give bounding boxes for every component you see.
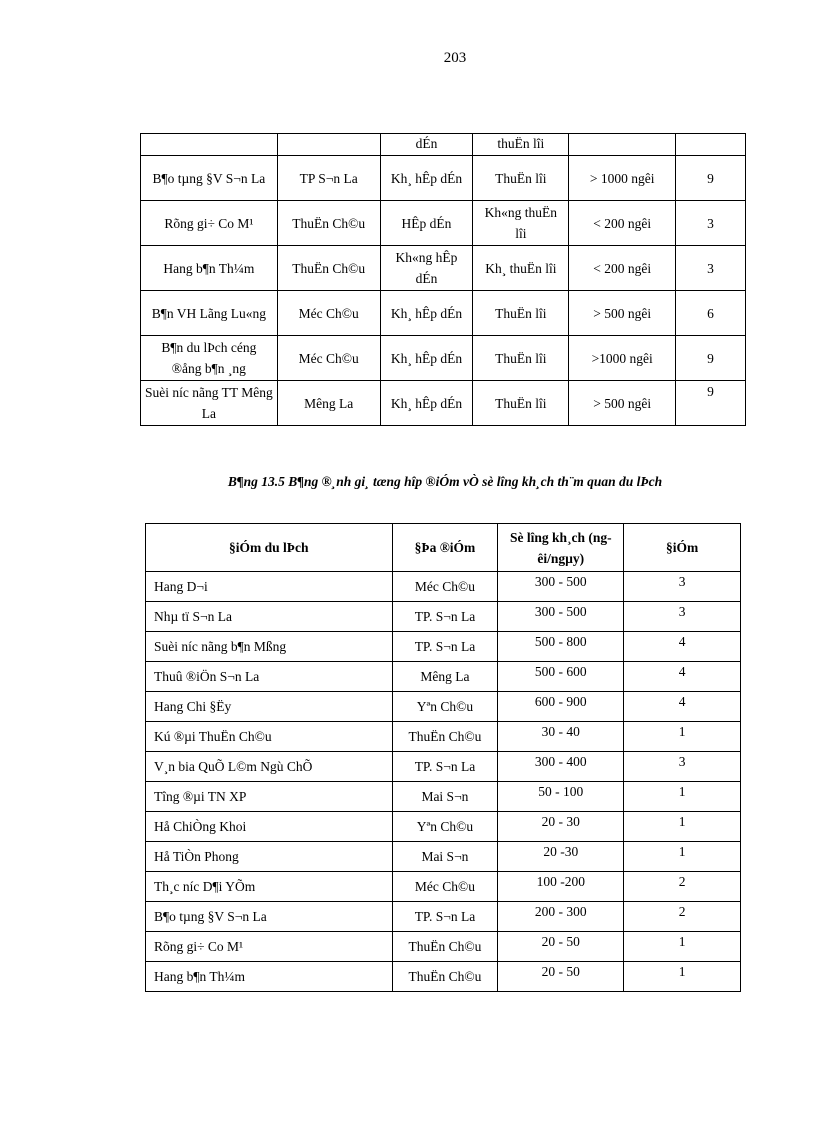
- location-cell: Méc Ch©u: [392, 872, 498, 902]
- visitors-cell: [569, 134, 676, 156]
- score-cell: 4: [624, 692, 741, 722]
- score-cell: 9: [676, 336, 746, 381]
- score-cell: 3: [624, 602, 741, 632]
- visitors-cell: 300 - 400: [498, 752, 624, 782]
- site-cell: Hang D¬i: [146, 572, 393, 602]
- location-cell: Yªn Ch©u: [392, 692, 498, 722]
- site-cell: Thuû ®iÖn S¬n La: [146, 662, 393, 692]
- access-cell: ThuËn lîi: [473, 381, 569, 426]
- score-cell: 1: [624, 842, 741, 872]
- site-cell: Hang b¶n Th¼m: [146, 962, 393, 992]
- visitors-cell: 20 - 50: [498, 962, 624, 992]
- site-cell: Suèi níc nãng b¶n Mßng: [146, 632, 393, 662]
- location-cell: Mêng La: [277, 381, 380, 426]
- site-cell: Hå ChiÒng Khoi: [146, 812, 393, 842]
- header-site: §iÓm du lÞch: [146, 524, 393, 572]
- visitors-cell: 20 - 50: [498, 932, 624, 962]
- location-cell: TP S¬n La: [277, 156, 380, 201]
- table-row: [141, 381, 746, 426]
- attraction-cell: Kh¸ hÊp dÉn: [380, 156, 473, 201]
- score-cell: 3: [676, 201, 746, 246]
- location-cell: ThuËn Ch©u: [392, 722, 498, 752]
- score-cell: 6: [676, 291, 746, 336]
- score-cell: 4: [624, 632, 741, 662]
- visitors-cell: >1000 ngêi: [569, 336, 676, 381]
- table-row: [141, 201, 746, 246]
- table-row: [146, 572, 741, 602]
- site-cell: Kú ®µi ThuËn Ch©u: [146, 722, 393, 752]
- table-row: [146, 902, 741, 932]
- location-cell: TP. S¬n La: [392, 632, 498, 662]
- visitors-cell: > 500 ngêi: [569, 291, 676, 336]
- visitors-cell: > 1000 ngêi: [569, 156, 676, 201]
- score-cell: 1: [624, 722, 741, 752]
- visitors-cell: 20 -30: [498, 842, 624, 872]
- table-row: [141, 134, 746, 156]
- table-row: [146, 782, 741, 812]
- page-number: 203: [443, 50, 467, 66]
- table-row: [146, 872, 741, 902]
- table-row: [146, 662, 741, 692]
- visitors-cell: 50 - 100: [498, 782, 624, 812]
- table-row: [146, 602, 741, 632]
- score-cell: 9: [676, 381, 746, 426]
- attraction-cell: Kh¸ hÊp dÉn: [380, 336, 473, 381]
- location-cell: Mai S¬n: [392, 842, 498, 872]
- attraction-cell: Kh¸ hÊp dÉn: [380, 381, 473, 426]
- header-score: §iÓm: [624, 524, 741, 572]
- table-site-evaluation-continued: [140, 133, 746, 426]
- table-header-row: [146, 524, 741, 572]
- site-cell: Hang b¶n Th¼m: [141, 246, 278, 291]
- attraction-cell: Kh«ng hÊp dÉn: [380, 246, 473, 291]
- location-cell: TP. S¬n La: [392, 752, 498, 782]
- attraction-cell: Kh¸ hÊp dÉn: [380, 291, 473, 336]
- score-cell: 1: [624, 782, 741, 812]
- score-cell: 2: [624, 872, 741, 902]
- score-cell: 3: [624, 752, 741, 782]
- location-cell: Méc Ch©u: [277, 336, 380, 381]
- header-visitors: Sè lîng kh¸ch (ngêi/ngµy): [498, 524, 624, 572]
- visitors-cell: 500 - 600: [498, 662, 624, 692]
- attraction-cell: HÊp dÉn: [380, 201, 473, 246]
- site-cell: Suèi níc nãng TT Mêng La: [141, 381, 278, 426]
- location-cell: ThuËn Ch©u: [392, 962, 498, 992]
- site-cell: Hang Chi §Ëy: [146, 692, 393, 722]
- location-cell: Méc Ch©u: [392, 572, 498, 602]
- visitors-cell: 300 - 500: [498, 572, 624, 602]
- table-row: [146, 632, 741, 662]
- location-cell: Mai S¬n: [392, 782, 498, 812]
- site-cell: Rõng gi÷ Co M¹: [146, 932, 393, 962]
- visitors-cell: < 200 ngêi: [569, 201, 676, 246]
- site-cell: B¶o tµng §V S¬n La: [146, 902, 393, 932]
- table-row: [146, 812, 741, 842]
- table-row: [141, 291, 746, 336]
- attraction-cell: dÉn: [380, 134, 473, 156]
- table-row: [146, 692, 741, 722]
- table-row: [146, 842, 741, 872]
- access-cell: Kh«ng thuËn lîi: [473, 201, 569, 246]
- location-cell: TP. S¬n La: [392, 602, 498, 632]
- site-cell: Tîng ®µi TN XP: [146, 782, 393, 812]
- score-cell: 2: [624, 902, 741, 932]
- site-cell: V¸n bia QuÕ L©m Ngù ChÕ: [146, 752, 393, 782]
- location-cell: ThuËn Ch©u: [277, 246, 380, 291]
- score-cell: 1: [624, 812, 741, 842]
- table-row: [146, 752, 741, 782]
- site-cell: B¶o tµng §V S¬n La: [141, 156, 278, 201]
- visitors-cell: 500 - 800: [498, 632, 624, 662]
- visitors-cell: 100 -200: [498, 872, 624, 902]
- access-cell: ThuËn lîi: [473, 291, 569, 336]
- location-cell: Yªn Ch©u: [392, 812, 498, 842]
- site-cell: Hå TiÒn Phong: [146, 842, 393, 872]
- access-cell: Kh¸ thuËn lîi: [473, 246, 569, 291]
- table-row: [141, 156, 746, 201]
- location-cell: Méc Ch©u: [277, 291, 380, 336]
- location-cell: TP. S¬n La: [392, 902, 498, 932]
- visitors-cell: 600 - 900: [498, 692, 624, 722]
- access-cell: thuËn lîi: [473, 134, 569, 156]
- site-cell: Nhµ tï S¬n La: [146, 602, 393, 632]
- access-cell: ThuËn lîi: [473, 156, 569, 201]
- header-location: §Þa ®iÓm: [392, 524, 498, 572]
- score-cell: 3: [676, 246, 746, 291]
- visitors-cell: 20 - 30: [498, 812, 624, 842]
- score-cell: 1: [624, 932, 741, 962]
- visitors-cell: 200 - 300: [498, 902, 624, 932]
- score-cell: [676, 134, 746, 156]
- site-cell: B¶n du lÞch céng ®ång b¶n ¸ng: [141, 336, 278, 381]
- location-cell: [277, 134, 380, 156]
- visitors-cell: < 200 ngêi: [569, 246, 676, 291]
- table-row: [146, 722, 741, 752]
- location-cell: ThuËn Ch©u: [392, 932, 498, 962]
- site-cell: [141, 134, 278, 156]
- site-cell: Th¸c níc D¶i YÕm: [146, 872, 393, 902]
- score-cell: 9: [676, 156, 746, 201]
- location-cell: Mêng La: [392, 662, 498, 692]
- site-cell: B¶n VH Lãng Lu«ng: [141, 291, 278, 336]
- score-cell: 3: [624, 572, 741, 602]
- table-row: [141, 246, 746, 291]
- table-row: [146, 962, 741, 992]
- table-row: [141, 336, 746, 381]
- location-cell: ThuËn Ch©u: [277, 201, 380, 246]
- access-cell: ThuËn lîi: [473, 336, 569, 381]
- table-visitor-count-scores: [145, 523, 741, 992]
- visitors-cell: > 500 ngêi: [569, 381, 676, 426]
- visitors-cell: 30 - 40: [498, 722, 624, 752]
- table-caption: B¶ng 13.5 B¶ng ®¸nh gi¸ tæng hîp ®iÓm vÒ sè lîng kh¸ch th¨m quan du lÞch: [227, 474, 663, 489]
- score-cell: 4: [624, 662, 741, 692]
- visitors-cell: 300 - 500: [498, 602, 624, 632]
- score-cell: 1: [624, 962, 741, 992]
- site-cell: Rõng gi÷ Co M¹: [141, 201, 278, 246]
- table-row: [146, 932, 741, 962]
